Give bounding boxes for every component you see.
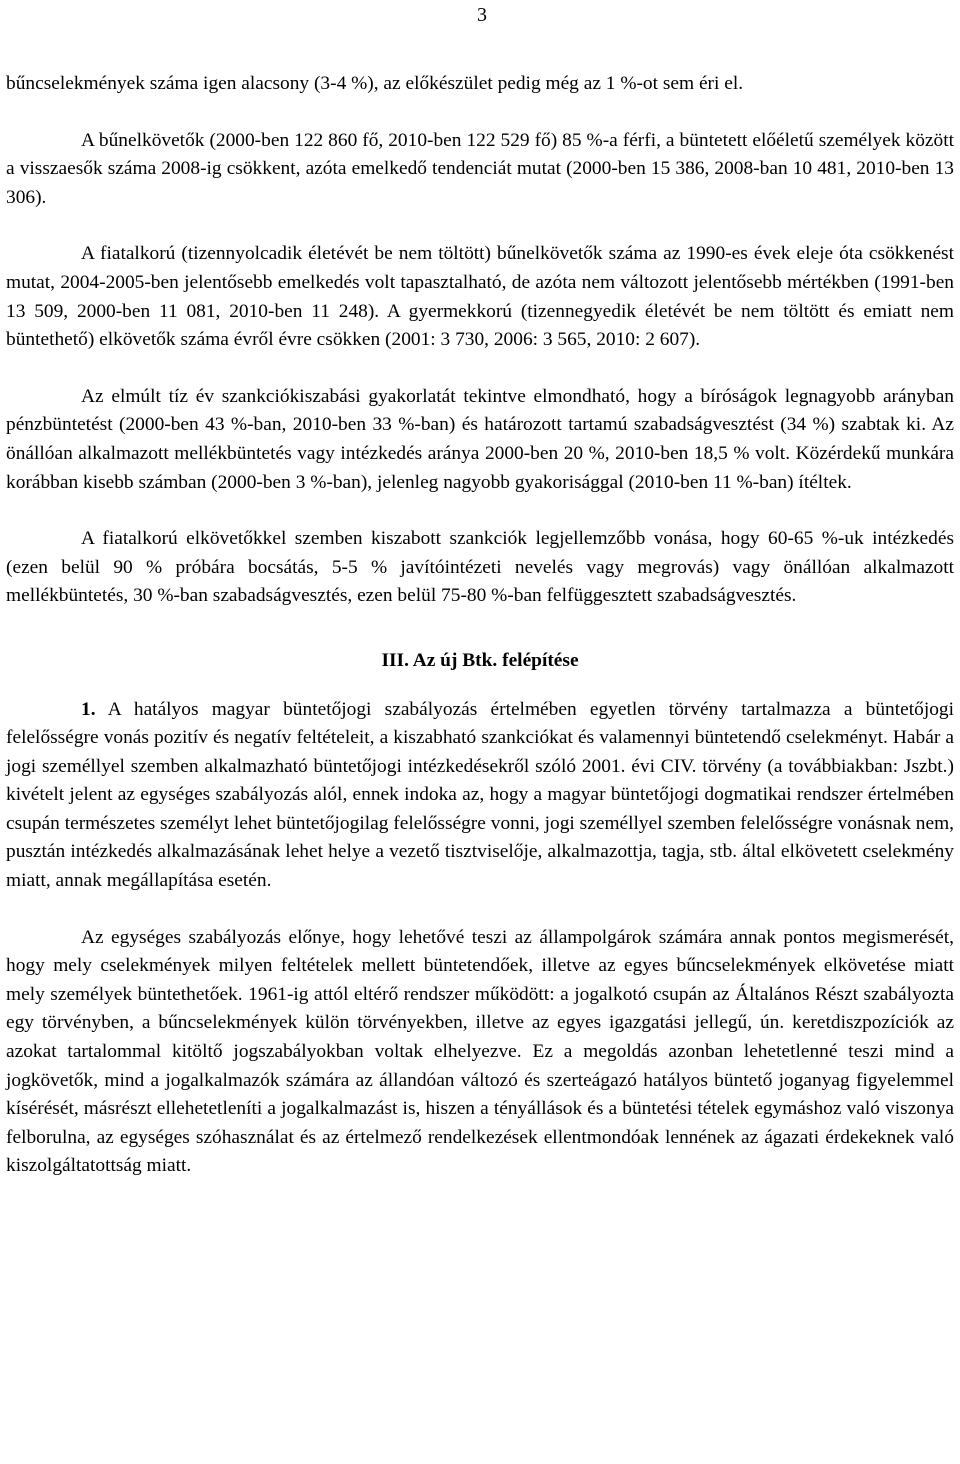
paragraph-1: bűncselekmények száma igen alacsony (3-4 %), az előkészület pedig még az 1 %-ot sem éri el. <box>6 73 744 94</box>
paragraph-5: A fiatalkorú elkövetőkkel szemben kiszabott szankciók legjellemzőbb vonása, hogy 60-65 %-uk intézkedés (ezen belül 90 % próbára bocsátás, 5-5 % javítóintézeti nevelés vagy megrovás) vagy önállóan alkalmazott mellékbüntetés, 30 %-ban szabadságvesztés, ezen belül 75-80 %-ban felfüggesztett szabadságvesztés. <box>6 528 954 607</box>
paragraph-6-text: A hatályos magyar büntetőjogi szabályozás értelmében egyetlen törvény tartalmazza a büntetőjogi felelősségre vonás pozitív és negatív feltételeit, a kiszabható szankciókat és valamennyi büntetendő cselekményt. Habár a jogi személlyel szemben alkalmazható büntetőjogi intézkedésekről szóló 2001. évi CIV. törvény (a továbbiakban: Jszbt.) kivételt jelent az egységes szabályozás alól, ennek indoka az, hogy a magyar büntetőjogi dogmatikai rendszer értelmében csupán természetes személyt lehet büntetőjogilag felelősségre vonni, jogi személlyel szemben felelősségre vonásnak nem, pusztán intézkedés alkalmazásának lehet helye a vezető tisztviselője, alkalmazottja, tagja, stb. által elkövetett cselekmény miatt, annak megállapítása esetén. <box>6 698 954 892</box>
paragraph-7: Az egységes szabályozás előnye, hogy lehetővé teszi az állampolgárok számára annak pontos megismerését, hogy mely cselekmények milyen feltételek mellett büntetendőek, illetve az egyes bűncselekmények elkövetése miatt mely személyek büntethetőek. 1961-ig attól eltérő rendszer működött: a jogalkotó csupán az Általános Részt szabályozta egy törvényben, a bűncselekmények külön törvényekben, illetve az egyes igazgatási jellegű, ún. keretdiszpozíciók az azokat tartalommal kitöltő jogszabályokban voltak elhelyezve. Ez a megoldás azonban lehetetlenné teszi mind a jogkövetők, mind a jogalkalmazók számára az állandóan változó és szerteágazó hatályos büntető joganyag figyelemmel kísérését, másrészt ellehetetleníti a jogalkalmazást is, hiszen a tényállások és a büntetési tételek egymáshoz való viszonya felborulna, az egységes szóhasználat és az értelmező rendelkezések ellentmondóak lennének az ágazati érdekeknek való kiszolgáltatottság miatt. <box>6 926 954 1177</box>
document-body <box>6 70 954 1181</box>
section-heading: III. Az új Btk. felépítése <box>381 649 579 671</box>
page-number: 3 <box>477 4 487 26</box>
paragraph-6 <box>6 696 954 896</box>
paragraph-4: Az elmúlt tíz év szankciókiszabási gyakorlatát tekintve elmondható, hogy a bíróságok legnagyobb arányban pénzbüntetést (2000-ben 43 %-ban, 2010-ben 33 %-ban) és határozott tartamú szabadságvesztést (34 %) szabtak ki. Az önállóan alkalmazott mellékbüntetés vagy intézkedés aránya 2000-ben 20 %, 2010-ben 18,5 % volt. Közérdekű munkára korábban kisebb számban (2000-ben 3 %-ban), jelenleg nagyobb gyakorisággal (2010-ben 11 %-ban) ítéltek. <box>6 385 954 493</box>
paragraph-3: A fiatalkorú (tizennyolcadik életévét be nem töltött) bűnelkövetők száma az 1990-es évek eleje óta csökkenést mutat, 2004-2005-ben jelentősebb emelkedés volt tapasztalható, de azóta nem változott jelentősebb mértékben (1991-ben 13 509, 2000-ben 11 081, 2010-ben 11 248). A gyermekkorú (tizennegyedik életévét be nem töltött és emiatt nem büntethető) elkövetők száma évről évre csökken (2001: 3 730, 2006: 3 565, 2010: 2 607). <box>6 243 954 351</box>
paragraph-6-number: 1. <box>81 698 96 720</box>
paragraph-2: A bűnelkövetők (2000-ben 122 860 fő, 2010-ben 122 529 fő) 85 %-a férfi, a büntetett előéletű személyek között a visszaesők száma 2008-ig csökkent, azóta emelkedő tendenciát mutat (2000-ben 15 386, 2008-ban 10 481, 2010-ben 13 306). <box>6 129 954 208</box>
